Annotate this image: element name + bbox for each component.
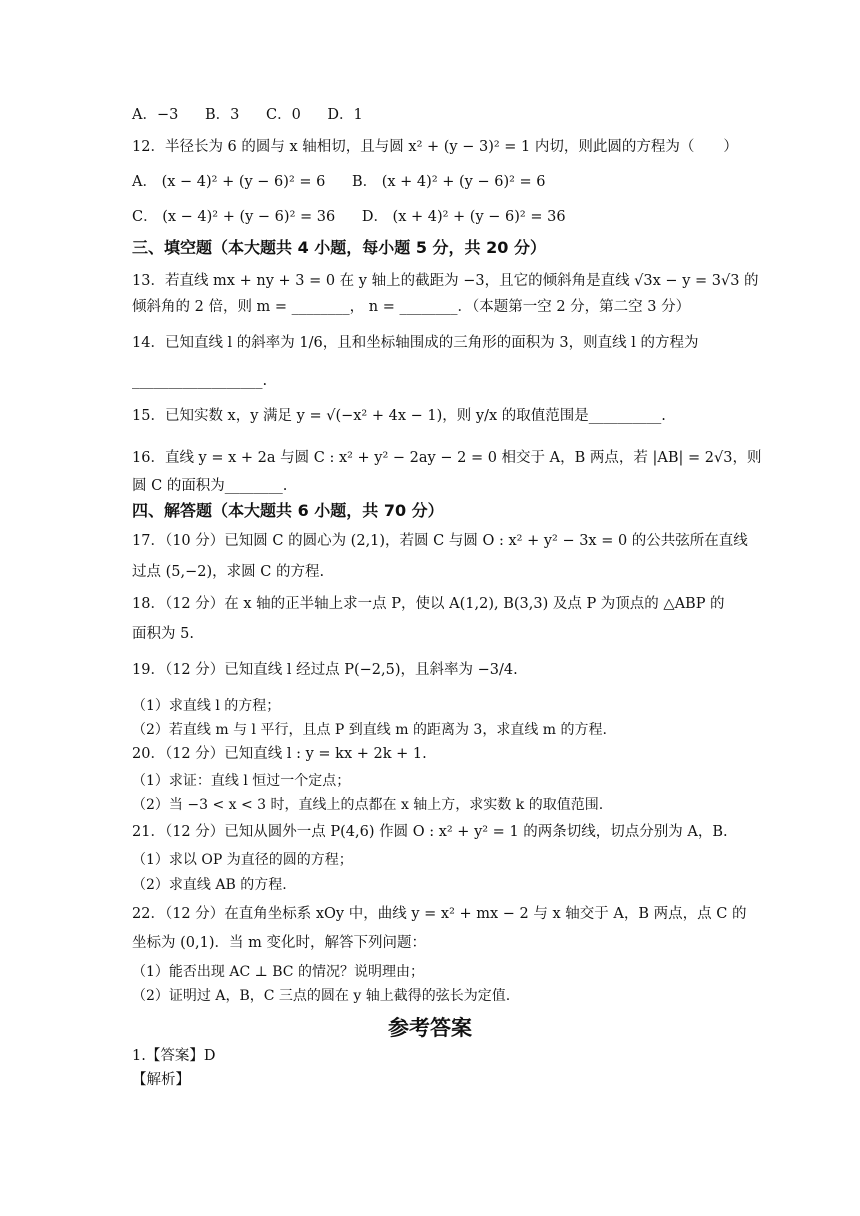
q17-line1: 17．（10 分）已知圆 C 的圆心为 (2,1)，若圆 C 与圆 O : x² + y² − 3x = 0 的公共弦所在直线: [132, 533, 748, 549]
q12-option-d: D． (x + 4)² + (y − 6)² = 36: [361, 209, 566, 225]
q11-option-c: C．0: [265, 107, 301, 123]
answer-1: 1.【答案】D: [132, 1048, 216, 1064]
q16-line1: 16．直线 y = x + 2a 与圆 C : x² + y² − 2ay − 2 = 0 相交于 A，B 两点，若 |AB| = 2√3，则: [132, 450, 762, 466]
q12-option-b: B． (x + 4)² + (y − 6)² = 6: [351, 174, 546, 190]
q19-stem: 19．（12 分）已知直线 l 经过点 P(−2,5)，且斜率为 −3/4.: [132, 662, 518, 678]
q20-part1: （1）求证：直线 l 恒过一个定点；: [132, 773, 351, 789]
q18-line2: 面积为 5.: [132, 626, 194, 642]
q13-line2: 倾斜角的 2 倍，则 m = ________， n = ________．（本题第一空 2 分，第二空 3 分）: [132, 299, 691, 315]
answers-title: 参考答案: [388, 1016, 472, 1040]
analysis-label: 【解析】: [132, 1072, 190, 1088]
q21-part2: （2）求直线 AB 的方程.: [132, 877, 287, 893]
q12-options-row2: [132, 207, 588, 227]
q11-option-a: A．−3: [132, 107, 179, 123]
q11-options: [132, 105, 385, 125]
q12-option-c: C． (x − 4)² + (y − 6)² = 36: [132, 209, 336, 225]
q14-line2: __________________.: [132, 373, 268, 389]
section-fill-in-heading: 三、填空题（本大题共 4 小题，每小题 5 分，共 20 分）: [132, 238, 546, 257]
q19-part1: （1）求直线 l 的方程；: [132, 698, 281, 714]
q21-part1: （1）求以 OP 为直径的圆的方程；: [132, 852, 353, 868]
q21-stem: 21．（12 分）已知从圆外一点 P(4,6) 作圆 O : x² + y² = 1 的两条切线，切点分别为 A，B.: [132, 824, 728, 840]
q22-part2: （2）证明过 A，B，C 三点的圆在 y 轴上截得的弦长为定值.: [132, 988, 511, 1004]
q20-stem: 20．（12 分）已知直线 l : y = kx + 2k + 1.: [132, 746, 427, 762]
q12-option-a: A． (x − 4)² + (y − 6)² = 6: [132, 174, 326, 190]
q11-option-b: B．3: [204, 107, 240, 123]
q11-option-d: D．1: [327, 107, 363, 123]
q22-part1: （1）能否出现 AC ⊥ BC 的情况？说明理由；: [132, 964, 424, 980]
section-answer-heading: 四、解答题（本大题共 6 小题，共 70 分）: [132, 501, 444, 520]
q16-line2: 圆 C 的面积为________.: [132, 478, 288, 494]
q15: 15．已知实数 x，y 满足 y = √(−x² + 4x − 1)，则 y/x 的取值范围是__________.: [132, 408, 666, 424]
q13-line1: 13．若直线 mx + ny + 3 = 0 在 y 轴上的截距为 −3，且它的倾斜角是直线 √3x − y = 3√3 的: [132, 273, 759, 289]
q12-stem: 12．半径长为 6 的圆与 x 轴相切，且与圆 x² + (y − 3)² = 1 内切，则此圆的方程为（ ）: [132, 139, 738, 155]
q22-line2: 坐标为 (0,1)．当 m 变化时，解答下列问题：: [132, 935, 426, 951]
q20-part2: （2）当 −3 < x < 3 时，直线上的点都在 x 轴上方，求实数 k 的取值范围.: [132, 797, 604, 813]
q19-part2: （2）若直线 m 与 l 平行，且点 P 到直线 m 的距离为 3，求直线 m 的方程.: [132, 722, 607, 738]
q17-line2: 过点 (5,−2)，求圆 C 的方程.: [132, 564, 325, 580]
q18-line1: 18．（12 分）在 x 轴的正半轴上求一点 P，使以 A(1,2), B(3,3) 及点 P 为顶点的 △ABP 的: [132, 596, 725, 612]
q22-line1: 22．（12 分）在直角坐标系 xOy 中，曲线 y = x² + mx − 2 与 x 轴交于 A，B 两点，点 C 的: [132, 906, 747, 922]
q12-options-row1: [132, 172, 568, 192]
q14-line1: 14．已知直线 l 的斜率为 1/6，且和坐标轴围成的三角形的面积为 3，则直线 l 的方程为: [132, 335, 699, 351]
